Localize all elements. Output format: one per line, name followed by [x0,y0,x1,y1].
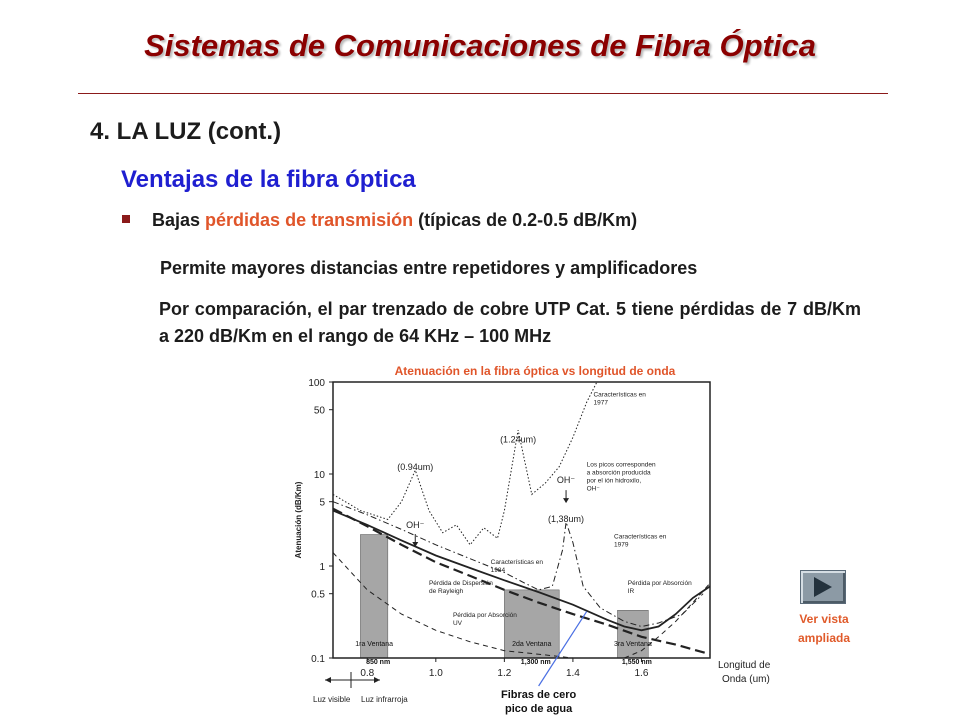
play-triangle-icon [814,577,832,597]
oh-arrowhead-2 [563,498,569,503]
y-tick-label-1: 0.5 [311,589,325,601]
view-enlarged-link[interactable] [790,610,858,648]
y-tick-label-4: 10 [313,470,325,481]
annotation-4: OH⁻ [406,519,425,530]
x-tick-label-3: 1.4 [565,668,580,679]
x-tick-label-1: 1.0 [428,668,443,679]
spectrum-arrow-right [374,677,380,683]
benefit-line: Permite mayores distancias entre repetidores y amplificadores [160,258,698,278]
annotation-9: Características en 1984 [490,559,544,575]
bullet-item [122,210,637,231]
y-tick-label-3: 5 [319,497,325,509]
window-wavelength-2: 1,300 nm [520,659,551,666]
y-tick-label-0: 0.1 [311,654,325,665]
view-enlarged-label-line2: ampliada [797,631,851,645]
annotation-2: (1.24um) [500,434,537,445]
annotation-11: Pérdida por Absorción UV [452,611,517,627]
annotation-6: Características en 1977 [593,391,646,407]
visible-light-label: Luz visible [313,695,351,704]
annotation-7: Los picos corresponden a absorción producida por el ión hidroxilo, OH⁻ [586,461,656,493]
annotation-3: (1,38um) [548,514,585,525]
window-label-2: 2da Ventana [512,641,552,648]
y-axis-label: Atenuación (dB/Km) [294,481,303,559]
spectrum-arrow-left [325,677,331,683]
window-label-3: 3ra Ventana [614,641,652,648]
y-tick-label-2: 1 [319,562,325,573]
annotation-10: Pérdida de Dispersión de Rayleigh [428,580,493,596]
window-band-1 [360,534,387,658]
bullet-square-icon [122,215,130,223]
bullet-highlight: pérdidas de transmisión [205,210,414,230]
x-tick-label-2: 1.2 [497,668,512,679]
window-label-1: 1ra Ventana [355,641,394,648]
x-tick-label-4: 1.6 [634,668,649,679]
view-enlarged-label-line1: Ver vista [799,612,849,626]
window-wavelength-1: 850 nm [366,659,391,666]
subtitle: Ventajas de la fibra óptica [121,166,416,193]
annotation-1: (0.94um) [397,462,434,473]
x-axis-label-line2: Onda (um) [722,674,770,685]
section-heading: 4. LA LUZ (cont.) [90,118,282,145]
annotation-8: Características en 1979 [614,533,667,549]
bullet-text-pre: Bajas [152,210,206,230]
annotation-12: Pérdida por Absorción IR [627,580,692,596]
zero-water-label-line1: Fibras de cero [501,689,577,701]
zero-water-label-line2: pico de agua [505,703,573,715]
x-axis-label-line1: Longitud de [718,660,771,671]
attenuation-chart [285,362,785,720]
window-wavelength-3: 1,550 nm [621,659,652,666]
bullet-text-post: (típicas de 0.2-0.5 dB/Km) [413,210,638,230]
title-divider [78,93,888,94]
y-tick-label-5: 50 [313,405,325,417]
view-enlarged-button[interactable] [800,570,846,604]
slide-title: Sistemas de Comunicaciones de Fibra Óptica [144,28,816,63]
annotation-5: OH⁻ [556,474,576,485]
x-tick-label-0: 0.8 [360,668,375,679]
chart-title: Atenuación en la fibra óptica vs longitud de onda [394,364,676,378]
infrared-light-label: Luz infrarroja [361,695,408,704]
comparison-paragraph: Por comparación, el par trenzado de cobre UTP Cat. 5 tiene pérdidas de 7 dB/Km a 220 dB/Km en el rango de 64 KHz – 100 MHz [159,299,861,346]
y-tick-label-6: 100 [308,378,325,389]
window-band-3 [617,610,648,658]
